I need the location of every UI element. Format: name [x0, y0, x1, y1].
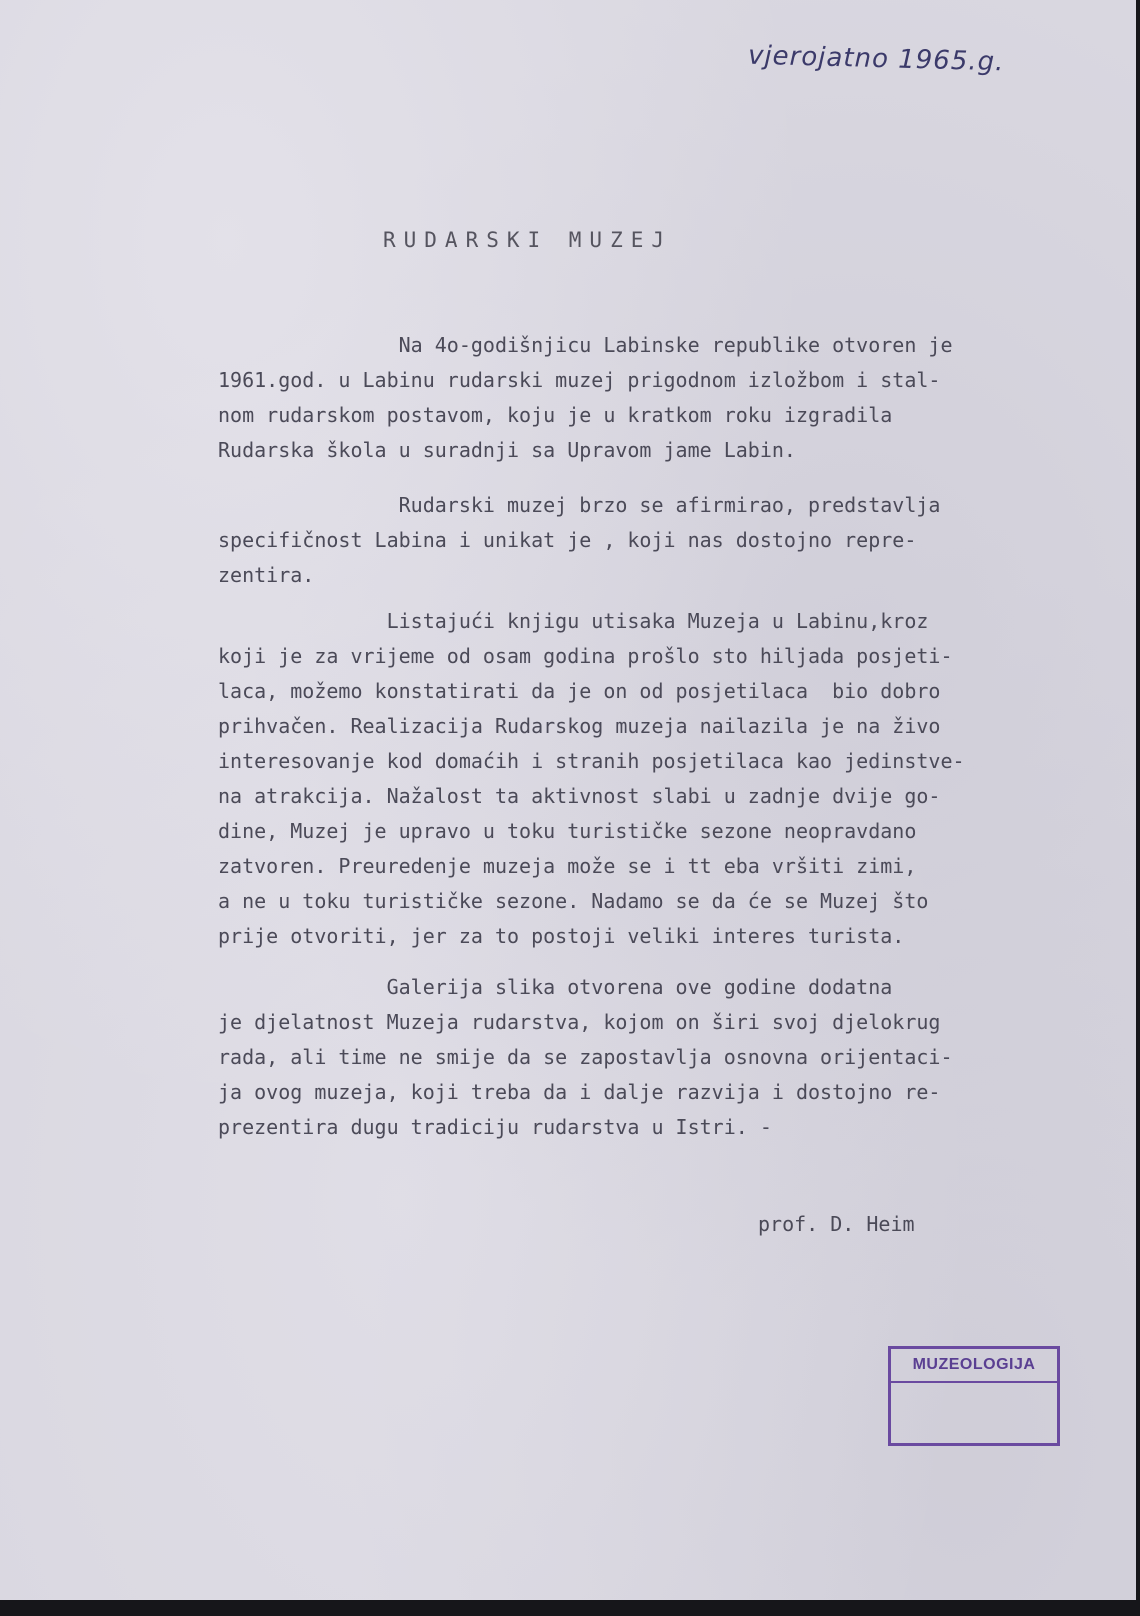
stamp-label: MUZEOLOGIJA	[891, 1349, 1057, 1383]
text-line: 1961.god. u Labinu rudarski muzej prigodnom izložbom i stal-	[218, 363, 1078, 398]
text-line: Rudarska škola u suradnji sa Upravom jame Labin.	[218, 433, 1078, 468]
paragraph-2	[218, 488, 1078, 593]
text-line: Listajući knjigu utisaka Muzeja u Labinu,kroz	[218, 604, 1078, 639]
text-line: Rudarski muzej brzo se afirmirao, predstavlja	[218, 488, 1078, 523]
text-line: prezentira dugu tradiciju rudarstva u Istri. -	[218, 1110, 1078, 1145]
text-line: rada, ali time ne smije da se zapostavlja osnovna orijentaci-	[218, 1040, 1078, 1075]
museology-stamp	[888, 1346, 1060, 1446]
text-line: a ne u toku turističke sezone. Nadamo se da će se Muzej što	[218, 884, 1078, 919]
paragraph-1	[218, 328, 1078, 468]
paragraph-3	[218, 604, 1078, 954]
text-line: nom rudarskom postavom, koju je u kratkom roku izgradila	[218, 398, 1078, 433]
text-line: Na 4o-godišnjicu Labinske republike otvoren je	[218, 328, 1078, 363]
signature: prof. D. Heim	[758, 1212, 915, 1236]
text-line: interesovanje kod domaćih i stranih posjetilaca kao jedinstve-	[218, 744, 1078, 779]
text-line: laca, možemo konstatirati da je on od posjetilaca bio dobro	[218, 674, 1078, 709]
text-line: prije otvoriti, jer za to postoji veliki interes turista.	[218, 919, 1078, 954]
text-line: koji je za vrijeme od osam godina prošlo sto hiljada posjeti-	[218, 639, 1078, 674]
text-line: prihvačen. Realizacija Rudarskog muzeja nailazila je na živo	[218, 709, 1078, 744]
text-line: zentira.	[218, 558, 1078, 593]
scan-edge-right	[1136, 0, 1140, 1608]
text-line: dine, Muzej je upravo u toku turističke sezone neopravdano	[218, 814, 1078, 849]
text-line: je djelatnost Muzeja rudarstva, kojom on širi svoj djelokrug	[218, 1005, 1078, 1040]
scan-edge-bottom	[0, 1600, 1140, 1616]
text-line: na atrakcija. Nažalost ta aktivnost slabi u zadnje dvije go-	[218, 779, 1078, 814]
text-line: specifičnost Labina i unikat je , koji nas dostojno repre-	[218, 523, 1078, 558]
text-line: zatvoren. Preuredenje muzeja može se i tt eba vršiti zimi,	[218, 849, 1078, 884]
text-line: ja ovog muzeja, koji treba da i dalje razvija i dostojno re-	[218, 1075, 1078, 1110]
text-line: Galerija slika otvorena ove godine dodatna	[218, 970, 1078, 1005]
paragraph-4	[218, 970, 1078, 1145]
handwritten-date-note: vjerojatno 1965.g.	[748, 41, 1005, 78]
document-title: RUDARSKI MUZEJ	[383, 228, 672, 252]
